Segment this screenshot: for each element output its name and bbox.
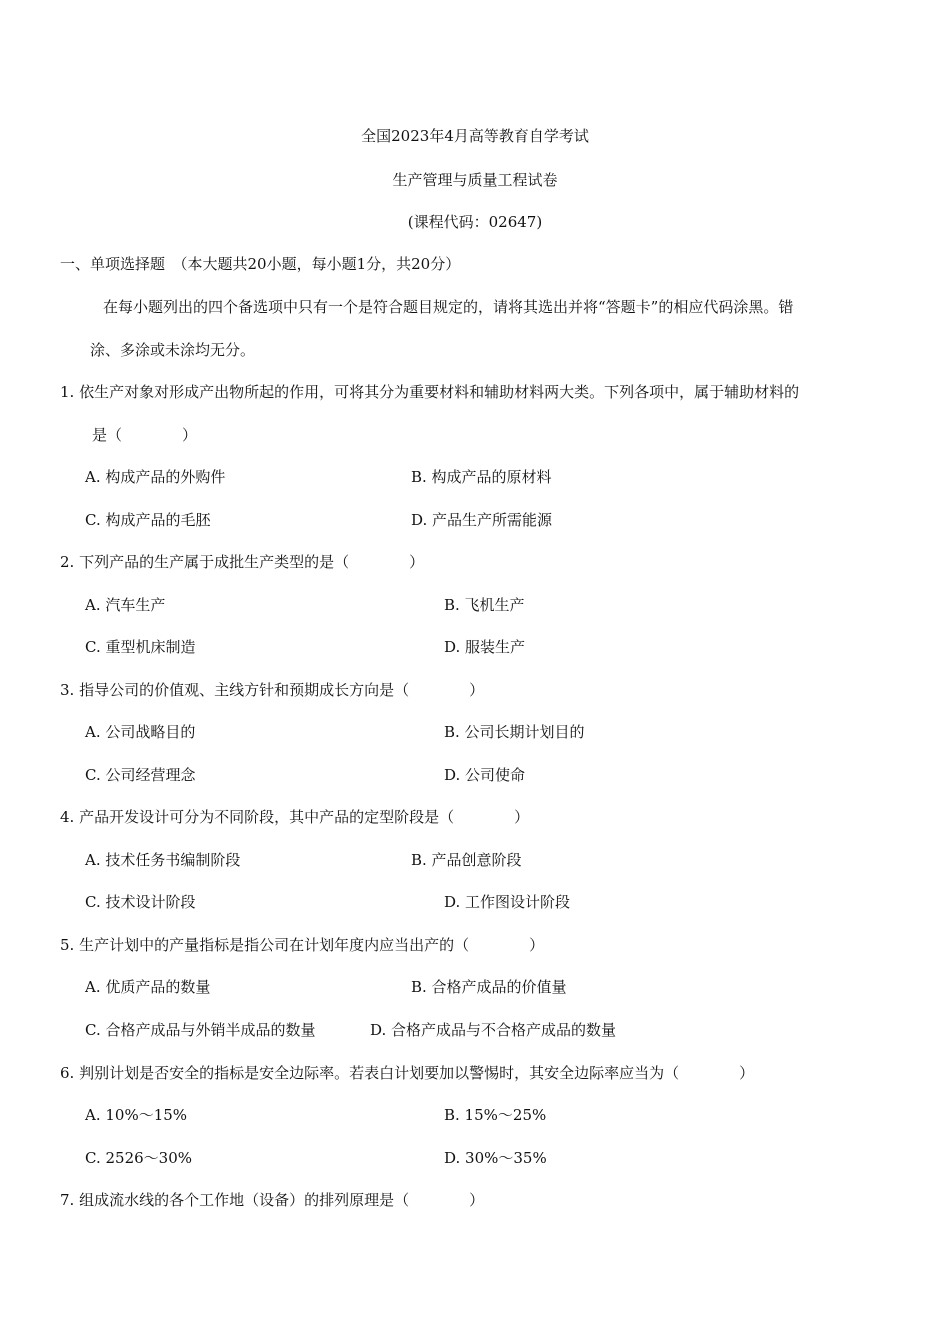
instruction-line-1: 在每小题列出的四个备选项中只有一个是符合题目规定的，请将其选出并将“答题卡”的相应代码涂黑。错 bbox=[103, 298, 794, 316]
course-code: (课程代码：02647) bbox=[407, 213, 543, 231]
question-4-option-d: D. 工作图设计阶段 bbox=[444, 893, 571, 911]
section-heading: 一、单项选择题 （本大题共20小题，每小题1分，共20分） bbox=[60, 255, 461, 273]
question-4-option-a: A. 技术任务书编制阶段 bbox=[85, 851, 241, 869]
question-4-option-b: B. 产品创意阶段 bbox=[411, 851, 522, 869]
question-6-option-a: A. 10%～15% bbox=[85, 1106, 188, 1124]
question-6-option-b: B. 15%～25% bbox=[444, 1106, 547, 1124]
question-1-option-c: C. 构成产品的毛胚 bbox=[85, 511, 211, 529]
question-3-option-d: D. 公司使命 bbox=[444, 766, 526, 784]
question-1-option-a: A. 构成产品的外购件 bbox=[85, 468, 226, 486]
question-3-option-c: C. 公司经营理念 bbox=[85, 766, 196, 784]
question-6-option-d: D. 30%～35% bbox=[444, 1149, 547, 1167]
question-3-stem: 3. 指导公司的价值观、主线方针和预期成长方向是（ ） bbox=[60, 681, 485, 699]
question-6-stem: 6. 判别计划是否安全的指标是安全边际率。若表白计划要加以警惕时，其安全边际率应当为（ ） bbox=[60, 1064, 755, 1082]
question-1-option-d: D. 产品生产所需能源 bbox=[411, 511, 553, 529]
question-1-stem-cont: 是（ ） bbox=[92, 426, 198, 444]
question-2-option-a: A. 汽车生产 bbox=[85, 596, 166, 614]
question-3-option-a: A. 公司战略目的 bbox=[85, 723, 196, 741]
question-2-option-b: B. 飞机生产 bbox=[444, 596, 525, 614]
question-1-option-b: B. 构成产品的原材料 bbox=[411, 468, 552, 486]
question-1-stem: 1. 依生产对象对形成产出物所起的作用，可将其分为重要材料和辅助材料两大类。下列各项中，属于辅助材料的 bbox=[60, 383, 800, 401]
exam-title: 全国2023年4月高等教育自学考试 bbox=[361, 127, 589, 145]
paper-subtitle: 生产管理与质量工程试卷 bbox=[392, 171, 558, 189]
question-5-option-d: D. 合格产成品与不合格产成品的数量 bbox=[370, 1021, 617, 1039]
question-5-stem: 5. 生产计划中的产量指标是指公司在计划年度内应当出产的（ ） bbox=[60, 936, 545, 954]
question-5-option-b: B. 合格产成品的价值量 bbox=[411, 978, 567, 996]
question-2-option-d: D. 服装生产 bbox=[444, 638, 526, 656]
question-2-stem: 2. 下列产品的生产属于成批生产类型的是（ ） bbox=[60, 553, 425, 571]
question-4-option-c: C. 技术设计阶段 bbox=[85, 893, 196, 911]
question-5-option-c: C. 合格产成品与外销半成品的数量 bbox=[85, 1021, 316, 1039]
question-5-option-a: A. 优质产品的数量 bbox=[85, 978, 211, 996]
instruction-line-2: 涂、多涂或未涂均无分。 bbox=[90, 341, 256, 359]
question-6-option-c: C. 2526～30% bbox=[85, 1149, 192, 1167]
question-3-option-b: B. 公司长期计划目的 bbox=[444, 723, 585, 741]
question-7-stem: 7. 组成流水线的各个工作地（设备）的排列原理是（ ） bbox=[60, 1191, 485, 1209]
question-4-stem: 4. 产品开发设计可分为不同阶段，其中产品的定型阶段是（ ） bbox=[60, 808, 530, 826]
question-2-option-c: C. 重型机床制造 bbox=[85, 638, 196, 656]
